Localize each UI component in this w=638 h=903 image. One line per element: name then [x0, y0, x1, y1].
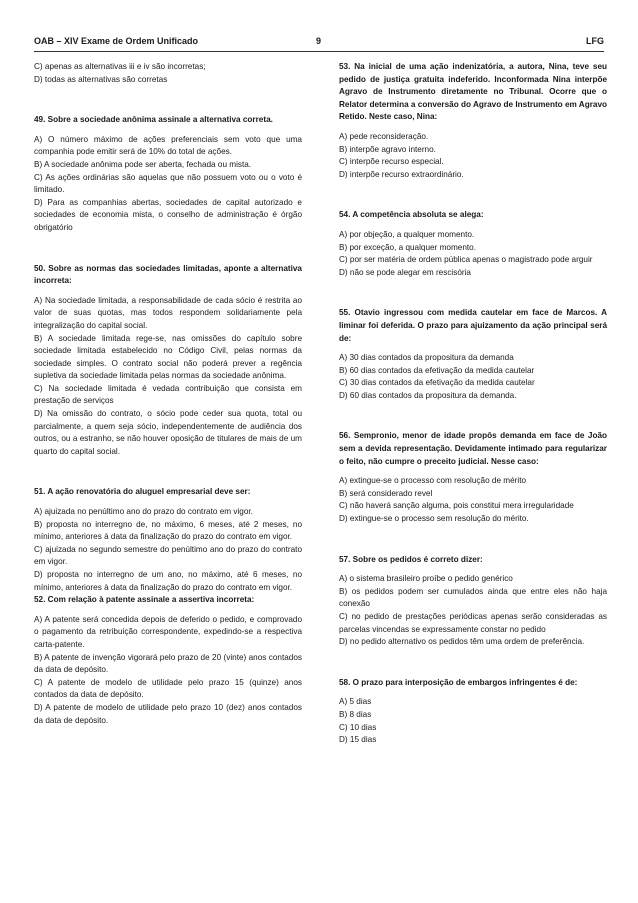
option-text: D) extingue-se o processo sem resolução do mérito.	[339, 514, 529, 524]
option-text: A) A patente será concedida depois de deferido o pedido, e comprovado o pagamento da retribuição correspondente, expedindo-se a respectiva carta-patente.	[34, 614, 302, 649]
option-text: B) A sociedade anônima pode ser aberta, fechada ou mista.	[34, 159, 252, 169]
question-53-title: 53. Na inicial de uma ação indenizatória, a autora, Nina, teve seu pedido de justiça gratuita indeferido. Inconformada Nina interpõe Agravo de Instrumento diretamente no Tribunal. Ocorre que o Relator determina a conversão do Agravo de Instrumento em Agravo Retido. Neste caso, Nina:	[339, 62, 607, 122]
question-54-title: 54. A competência absoluta se alega:	[339, 210, 484, 220]
option-text: C) 30 dias contados da efetivação da medida cautelar	[339, 378, 535, 388]
option-text: D) não se pode alegar em rescisória	[339, 267, 471, 277]
option-text: C) ajuizada no segundo semestre do penúltimo ano do prazo do contrato em vigor.	[34, 544, 302, 567]
option-text: D) todas as alternativas são corretas	[34, 74, 168, 84]
option-text: D) proposta no interregno de um ano, no máximo, até 6 meses, no mínimo, anteriores à data da finalização do prazo do contrato em vigor.	[34, 570, 302, 592]
question-50-title: 50. Sobre as normas das sociedades limitadas, aponte a alternativa incorreta:	[34, 263, 302, 286]
question-52-title: 52. Com relação à patente assinale a assertiva incorreta:	[34, 595, 255, 605]
option-text: A) ajuizada no penúltimo ano do prazo do contrato em vigor.	[34, 507, 253, 517]
question-58-title: 58. O prazo para interposição de embargos infringentes é de:	[339, 677, 578, 687]
option-text: C) por ser matéria de ordem pública apenas o magistrado pode arguir	[339, 255, 593, 265]
left-column	[34, 61, 302, 727]
question-55-title: 55. Otavio ingressou com medida cautelar em face de Marcos. A liminar foi deferida. O prazo para ajuizamento da ação principal será de:	[339, 308, 607, 343]
option-text: D) interpõe recurso extraordinário.	[339, 169, 464, 179]
option-text: B) A patente de invenção vigorará pelo prazo de 20 (vinte) anos contados da data de depósito.	[34, 652, 302, 675]
option-text: A) Na sociedade limitada, a responsabilidade de cada sócio é restrita ao valor de suas quotas, mas todos respondem solidariamente pela integralização do capital social.	[34, 295, 302, 330]
option-text: B) 8 dias	[339, 709, 372, 719]
option-text: A) O número máximo de ações preferenciais sem voto que uma companhia pode emitir será de 10% do total de ações.	[34, 134, 302, 157]
question-49-title: 49. Sobre a sociedade anônima assinale a alternativa correta.	[34, 115, 273, 125]
option-text: C) Na sociedade limitada é vedada contribuição que consista em prestação de serviços	[34, 383, 302, 406]
option-text: B) A sociedade limitada rege-se, nas omissões do capítulo sobre sociedade limitada estabelecido no Código Civil, pelas normas da sociedade simples. O contrato social não poderá prever a regência supletiva da sociedade limitada pelas normas da sociedade anônima.	[34, 333, 302, 381]
exam-title: OAB – XIV Exame de Ordem Unificado	[34, 36, 199, 46]
option-text: B) 60 dias contados da efetivação da medida cautelar	[339, 365, 535, 375]
option-text: C) As ações ordinárias são aquelas que não possuem voto ou o voto é limitado.	[34, 172, 302, 195]
option-text: D) 15 dias	[339, 735, 377, 745]
option-text: B) proposta no interregno de, no máximo, 6 meses, até 2 meses, no mínimo, anteriores à data da finalização do prazo do contrato em vigor.	[34, 519, 302, 542]
option-text: D) no pedido alternativo os pedidos têm uma ordem de preferência.	[339, 637, 585, 647]
option-text: A) 5 dias	[339, 697, 372, 707]
question-56-title: 56. Sempronio, menor de idade propôs demanda em face de João sem a devida representação. Devidamente intimado para regularizar o feito, não cumpre o preceito judicial. Nesse caso:	[339, 431, 607, 466]
option-text: A) extingue-se o processo com resolução de mérito	[339, 476, 527, 486]
option-text: D) Para as companhias abertas, sociedades de capital autorizado e sociedades de economia mista, o conselho de administração é órgão obrigatório	[34, 197, 302, 232]
option-text: A) 30 dias contados da propositura da demanda	[339, 353, 514, 363]
question-51-title: 51. A ação renovatória do aluguel empresarial deve ser:	[34, 487, 251, 497]
publisher-label: LFG	[586, 36, 604, 46]
page-header	[34, 36, 604, 49]
header-divider	[34, 51, 604, 52]
option-text: B) interpõe agravo interno.	[339, 144, 436, 154]
option-text: B) por exceção, a qualquer momento.	[339, 242, 476, 252]
option-text: A) pede reconsideração.	[339, 131, 429, 141]
option-text: D) 60 dias contados da propositura da demanda.	[339, 390, 517, 400]
option-text: C) apenas as alternativas iii e iv são incorretas;	[34, 62, 206, 71]
option-text: B) os pedidos podem ser cumulados ainda que entre eles não haja conexão	[339, 586, 607, 609]
option-text: D) A patente de modelo de utilidade pelo prazo 10 (dez) anos contados da data de depósito.	[34, 702, 302, 725]
question-57-title: 57. Sobre os pedidos é correto dizer:	[339, 554, 483, 564]
option-text: C) A patente de modelo de utilidade pelo prazo 15 (quinze) anos contados da data de depósito.	[34, 677, 302, 700]
option-text: C) no pedido de prestações periódicas apenas serão consideradas as parcelas vincendas se expressamente constar no pedido	[339, 612, 607, 634]
option-text: C) 10 dias	[339, 722, 377, 732]
option-text: C) não haverá sanção alguma, pois constitui mera irregularidade	[339, 501, 574, 511]
right-column	[339, 61, 607, 747]
option-text: B) será considerado revel	[339, 488, 433, 498]
option-text: D) Na omissão do contrato, o sócio pode ceder sua quota, total ou parcialmente, a quem seja sócio, independentemente de audiência dos outros, ou a estranho, se não houver oposição de titulares de mais de um quarto do capital social.	[34, 409, 302, 456]
option-text: C) interpõe recurso especial.	[339, 157, 444, 167]
option-text: A) por objeção, a qualquer momento.	[339, 229, 475, 239]
page-number: 9	[316, 36, 322, 46]
option-text: A) o sistema brasileiro proíbe o pedido genérico	[339, 574, 513, 584]
